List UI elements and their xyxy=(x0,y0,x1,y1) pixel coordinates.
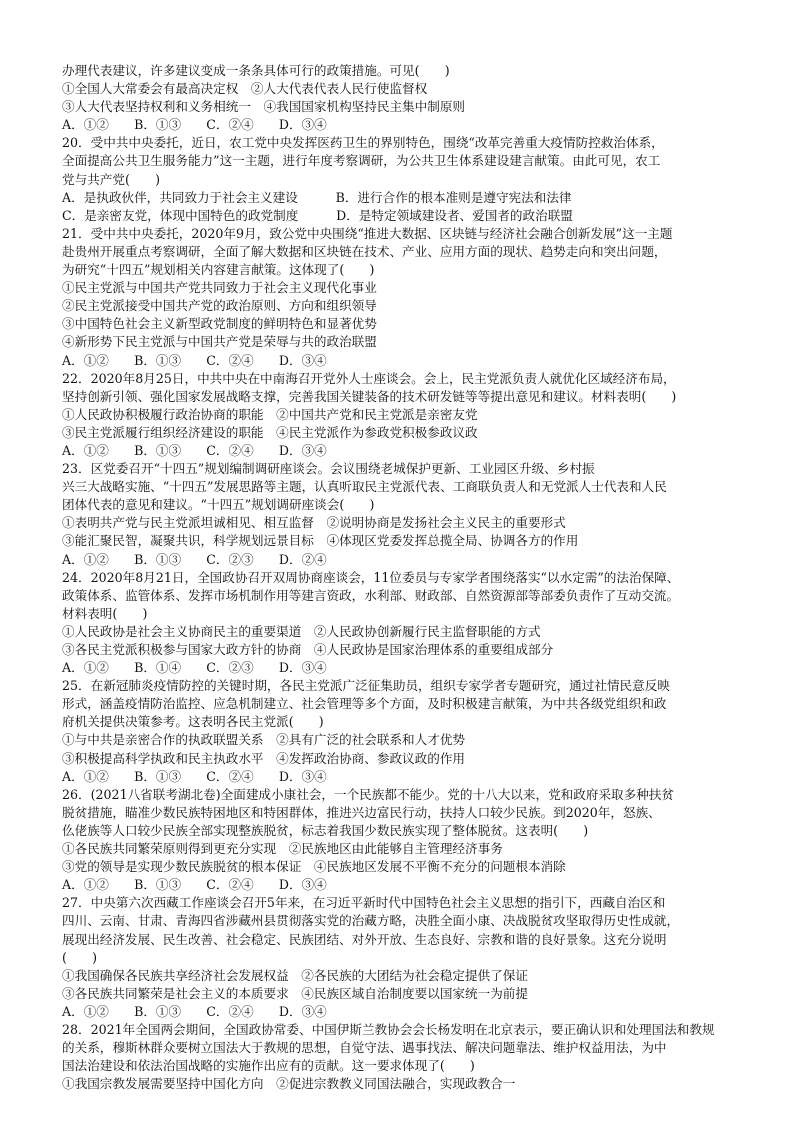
text-line: 21．受中共中央委托，2020年9月，致公党中央围绕“推进大数据、区块链与经济社会融合创新发展”这一主题 xyxy=(62,225,673,241)
text-line: A．①② B．①③ C．②④ D．③④ xyxy=(62,352,327,368)
text-line: 坚持创新引领、强化国家发展战略支撑，完善我国关键装备的技术研发链等等提出意见和建议。材料表明( ) xyxy=(62,388,677,404)
text-line: ①民主党派与中国共产党共同致力于社会主义现代化事业 xyxy=(62,280,377,296)
text-line: 的关系，穆斯林群众要树立国法大于教规的思想，自觉守法、遇事找法、解决问题靠法、维护权益用法，为中 xyxy=(62,1040,667,1056)
text-line: ①人民政协是社会主义协商民主的重要渠道 ②人民政协创新履行民主监督职能的方式 xyxy=(62,623,541,639)
text-line: 为研究“十四五”规划相关内容建言献策。这体现了( ) xyxy=(62,262,375,278)
text-line: ①人民政协积极履行政治协商的职能 ②中国共产党和民主党派是亲密友党 xyxy=(62,406,478,422)
text-line: A．①② B．①③ C．②④ D．③④ xyxy=(62,768,327,784)
text-line: 26．(2021八省联考湖北卷)全面建成小康社会，一个民族都不能少。党的十八大以来，党和政府采取多种扶贫 xyxy=(62,786,675,802)
text-line: ①表明共产党与民主党派坦诚相见、相互监督 ②说明协商是发扬社会主义民主的重要形式 xyxy=(62,515,566,531)
text-line: A．是执政伙伴，共同致力于社会主义建设 B．进行合作的根本准则是遵守宪法和法律 xyxy=(62,189,572,205)
text-line: 四川、云南、甘肃、青海四省涉藏州县贯彻落实党的治藏方略，决胜全面小康、决战脱贫攻坚取得历史性成就， xyxy=(62,913,680,929)
text-line: 仫佬族等人口较少民族全部实现整族脱贫，标志着我国少数民族实现了整体脱贫。这表明( ) xyxy=(62,822,589,838)
text-line: ①我国宗教发展需要坚持中国化方向 ②促进宗教教义同国法融合，实现政教合一 xyxy=(62,1076,516,1092)
text-line: A．①② B．①③ C．②④ D．③④ xyxy=(62,442,327,458)
text-line: ③能汇聚民智，凝聚共识，科学规划远景目标 ④体现区党委发挥总揽全局、协调各方的作用 xyxy=(62,533,579,549)
text-line: 府机关提供决策参考。这表明各民主党派( ) xyxy=(62,714,324,730)
text-line: C．是亲密友党，体现中国特色的政党制度 D．是特定领域建设者、爱国者的政治联盟 xyxy=(62,207,573,223)
text-line: A．①② B．①③ C．②④ D．③④ xyxy=(62,877,327,893)
text-line: 国法治建设和依法治国战略的实施作出应有的贡献。这一要求体现了( ) xyxy=(62,1058,475,1074)
text-line: 赴贵州开展重点考察调研，全面了解大数据和区块链在技术、产业、应用方面的现状、趋势走向和突出问题， xyxy=(62,243,667,259)
text-line: ③各民族共同繁荣是社会主义的本质要求 ④民族区域自治制度要以国家统一为前提 xyxy=(62,985,528,1001)
text-line: ③人大代表坚持权利和义务相统一 ④我国国家机构坚持民主集中制原则 xyxy=(62,99,465,115)
text-line: 25．在新冠肺炎疫情防控的关键时期，各民主党派广泛征集助员，组织专家学者专题研究，通过社情民意反映 xyxy=(62,678,670,694)
text-line: 材料表明( ) xyxy=(62,605,148,621)
text-line: 24．2020年8月21日，全国政协召开双周协商座谈会，11位委员与专家学者围绕落实“以水定需”的法治保障、 xyxy=(62,569,680,585)
text-line: 展现出经济发展、民生改善、社会稳定、民族团结、对外开放、生态良好、宗教和谐的良好景象。这充分说明 xyxy=(62,931,667,947)
text-line: 兴三大战略实施、“十四五”发展思路等主题，认真听取民主党派代表、工商联负责人和无党派人士代表和人民 xyxy=(62,479,667,495)
text-line: 22．2020年8月25日，中共中央在中南海召开党外人士座谈会。会上，民主党派负责人就优化区域经济布局， xyxy=(62,370,676,386)
text-line: ④新形势下民主党派与中国共产党是荣辱与共的政治联盟 xyxy=(62,334,377,350)
text-line: 政策体系、监管体系、发挥市场机制作用等建言资政，水利部、财政部、自然资源部等部委负责作了互动交流。 xyxy=(62,587,680,603)
exam-page xyxy=(62,62,752,1093)
text-line: 27．中央第六次西藏工作座谈会召开5年来，在习近平新时代中国特色社会主义思想的指引下，西藏自治区和 xyxy=(62,895,666,911)
text-line: ①我国确保各民族共享经济社会发展权益 ②各民族的大团结为社会稳定提供了保证 xyxy=(62,967,528,983)
text-line: A．①② B．①③ C．②④ D．③④ xyxy=(62,117,327,133)
text-line: 党与共产党( ) xyxy=(62,171,160,187)
text-line: ③中国特色社会主义新型政党制度的鲜明特色和显著优势 xyxy=(62,316,377,332)
text-line: ②民主党派接受中国共产党的政治原则、方向和组织领导 xyxy=(62,298,377,314)
text-line: ①全国人大常委会有最高决定权 ②人大代表代表人民行使监督权 xyxy=(62,81,428,97)
text-line: ( ) xyxy=(62,949,98,965)
text-line: 形式，涵盖疫情防治监控、应急机制建立、社会管理等多个方面，及时积极建言献策，为中共各级党组织和政 xyxy=(62,696,667,712)
text-line: A．①② B．①③ C．②④ D．③④ xyxy=(62,1003,327,1019)
text-line: 23．区党委召开“十四五”规划编制调研座谈会。会议围绕老城保护更新、工业园区升级、乡村振 xyxy=(62,461,595,477)
text-line: A．①② B．①③ C．②③ D．②④ xyxy=(62,551,327,567)
text-line: 20．受中共中央委托，近日，农工党中央发挥医药卫生的界别特色，围绕“改革完善重大疫情防控救治体系， xyxy=(62,135,664,151)
text-line: ③党的领导是实现少数民族脱贫的根本保证 ④民族地区发展不平衡不充分的问题根本消除 xyxy=(62,859,566,875)
text-line: ③民主党派履行组织经济建设的职能 ④民主党派作为参政党积极参政议政 xyxy=(62,424,478,440)
text-line: 全面提高公共卫生服务能力”这一主题，进行年度考察调研，为公共卫生体系建设建言献策。由此可见，农工 xyxy=(62,153,661,169)
text-line: ①与中共是亲密合作的执政联盟关系 ②具有广泛的社会联系和人才优势 xyxy=(62,732,465,748)
text-line: 28．2021年全国两会期间，全国政协常委、中国伊斯兰教协会会长杨发明在北京表示，要正确认识和处理国法和教规 xyxy=(62,1021,715,1037)
text-line: 脱贫措施，瞄准少数民族特困地区和特困群体，推进兴边富民行动，扶持人口较少民族。到2020年，怒族、 xyxy=(62,804,661,820)
text-line: ③积极提高科学执政和民主执政水平 ④发挥政治协商、参政议政的作用 xyxy=(62,750,465,766)
text-line: ③各民主党派积极参与国家大政方针的协商 ④人民政协是国家治理体系的重要组成部分 xyxy=(62,642,554,657)
text-line: ①各民族共同繁荣原则得到更充分实现 ②民族地区由此能够自主管理经济事务 xyxy=(62,841,503,857)
text-line: 团体代表的意见和建议。“十四五”规划调研座谈会( ) xyxy=(62,497,375,513)
text-line: 办理代表建议，许多建议变成一条条具体可行的政策措施。可见( ) xyxy=(62,63,450,78)
text-line: A．①② B．①④ C．②③ D．③④ xyxy=(62,660,327,676)
